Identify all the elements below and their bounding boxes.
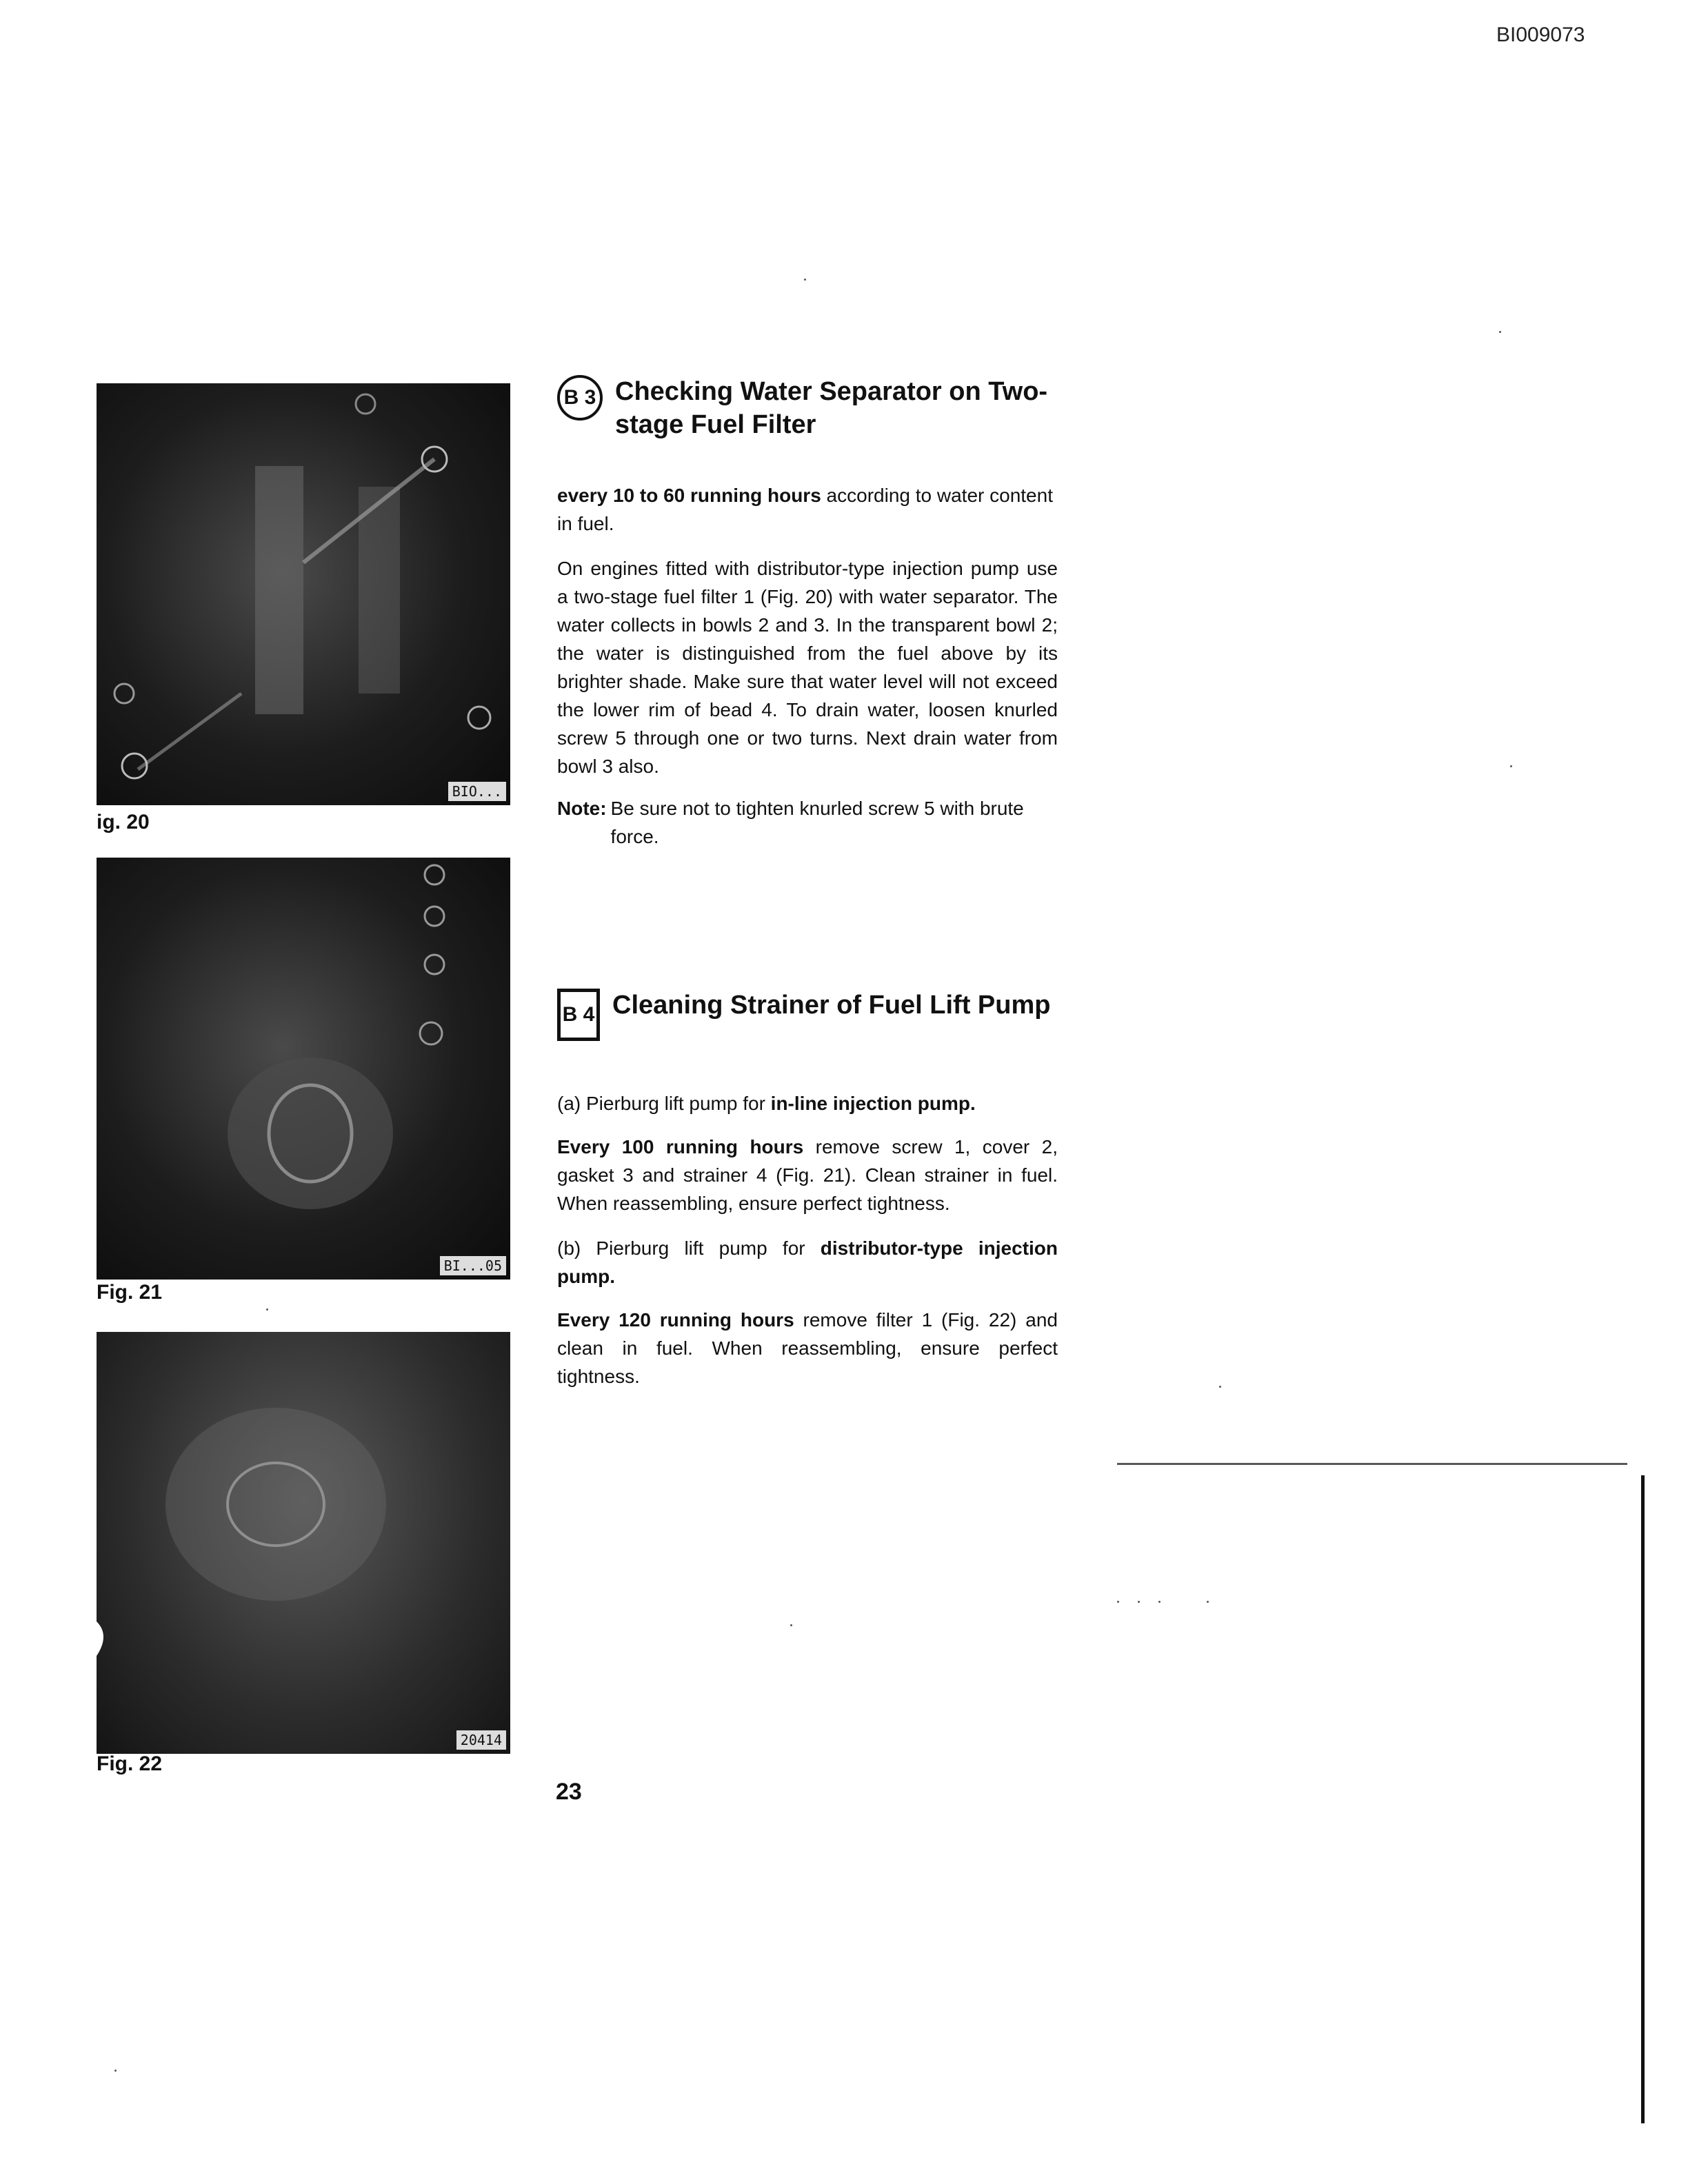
b4-heading: [557, 989, 1054, 1041]
scan-speck: [1158, 1601, 1160, 1603]
b4-b-bold: distributor-type injection pump.: [557, 1237, 1058, 1287]
scan-speck: [1117, 1601, 1119, 1603]
b3-note-text: Be sure not to tighten knurled screw 5 with brute force.: [610, 798, 1024, 847]
fig-21-caption: Fig. 21: [97, 1281, 163, 1304]
scan-artifact-line: [1117, 1463, 1627, 1465]
b4-b-prefix: (b) Pierburg lift pump for: [557, 1237, 821, 1259]
b4-b-body: remove filter 1 (Fig. 22) and clean in fuel. When reassembling, ensure perfect tightness.: [557, 1309, 1058, 1387]
scan-speck: [1499, 331, 1501, 333]
lift-pump-illustration: [97, 858, 510, 1280]
scan-speck: [790, 1624, 792, 1626]
b4-b-description: [557, 1306, 1058, 1391]
fig-21-photo-tag: BI...05: [440, 1256, 506, 1275]
b4-a-description: [557, 1133, 1058, 1217]
b3-note: [557, 794, 1058, 851]
b3-note-label: Note:: [557, 798, 607, 819]
scan-speck: [1207, 1601, 1209, 1603]
b4-a-bold: in-line injection pump.: [770, 1093, 976, 1114]
fig-22-caption: Fig. 22: [97, 1752, 163, 1775]
b3-title: Checking Water Separator on Two-stage Fuel Filter: [615, 377, 1048, 439]
fig-21-photo: [97, 858, 510, 1280]
b4-a-heading: [557, 1089, 1058, 1118]
scan-speck: [1138, 1601, 1140, 1603]
b3-heading: [557, 375, 1056, 441]
b3-interval: [557, 481, 1058, 538]
b4-title: Cleaning Strainer of Fuel Lift Pump: [612, 991, 1051, 1020]
b4-a-body: remove screw 1, cover 2, gasket 3 and strainer 4 (Fig. 21). Clean strainer in fuel. When reassembling, ensure perfect tightness.: [557, 1136, 1058, 1214]
b4-a-prefix: (a) Pierburg lift pump for: [557, 1093, 771, 1114]
scan-artifact-edge: [1641, 1475, 1645, 2123]
pump-filter-illustration: [97, 1332, 510, 1754]
fig-20-photo-tag: BIO...: [448, 782, 506, 801]
fig-22-photo-tag: 20414: [456, 1730, 506, 1750]
fig-20-caption: ig. 20: [97, 811, 150, 833]
b4-b-interval: Every 120 running hours: [557, 1309, 794, 1331]
b3-interval-rest: according to water content in fuel.: [557, 485, 1053, 534]
scan-speck: [114, 2070, 117, 2072]
scan-speck: [266, 1308, 268, 1311]
page-number: 23: [556, 1779, 582, 1805]
b4-b-heading: [557, 1234, 1058, 1291]
fig-22-photo: [97, 1332, 510, 1754]
b3-body: [557, 481, 1058, 851]
b3-badge: B 3: [557, 375, 603, 421]
b4-badge: B 4: [557, 989, 600, 1041]
fuel-filter-illustration: [97, 383, 510, 805]
document-id: BI009073: [1496, 23, 1585, 46]
scan-speck: [1510, 765, 1512, 767]
b4-a-interval: Every 100 running hours: [557, 1136, 804, 1157]
fig-20-photo: [97, 383, 510, 805]
b4-body: [557, 1089, 1058, 1391]
scan-speck: [1219, 1386, 1221, 1388]
scan-speck: [804, 279, 806, 281]
b3-description: On engines fitted with distributor-type injection pump use a two-stage fuel filter 1 (Fig. 20) with water separator. The water collects in bowls 2 and 3. In the transparent bowl 2; the water is distinguished from the fuel above by its brighter shade. Make sure that water level will not exceed the lower rim of bead 4. To drain water, loosen knurled screw 5 through one or two turns. Next drain water from bowl 3 also.: [557, 558, 1058, 777]
b3-interval-bold: every 10 to 60 running hours: [557, 485, 821, 506]
